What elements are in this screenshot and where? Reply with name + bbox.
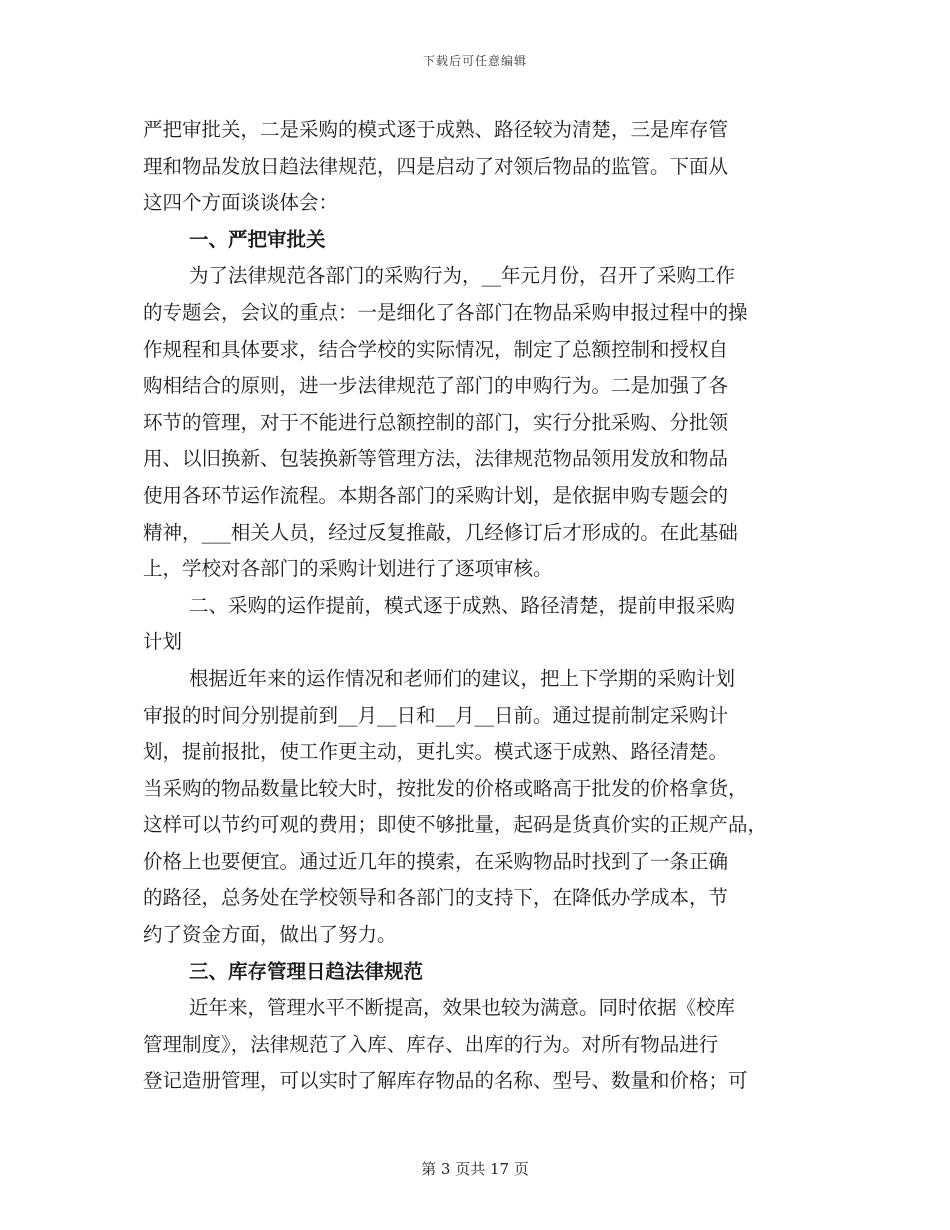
paragraph-line: 当采购的物品数量比较大时，按批发的价格或略高于批发的价格拿货，	[143, 776, 748, 800]
paragraph-line: 上，学校对各部门的采购计划进行了逐项审核。	[143, 557, 553, 581]
paragraph-line: 这四个方面谈谈体会：	[143, 191, 339, 215]
paragraph-line: 为了法律规范各部门的采购行为，__年元月份，召开了采购工作	[189, 264, 736, 288]
paragraph-line: 划，提前报批，使工作更主动，更扎实。模式逐于成熟、路径清楚。	[143, 740, 729, 764]
paragraph-line: 登记造册管理，可以实时了解库存物品的名称、型号、数量和价格；可	[143, 1069, 748, 1093]
paragraph-line: 用、以旧换新、包装换新等管理方法，法律规范物品领用发放和物品	[143, 447, 729, 471]
section-heading: 三、库存管理日趋法律规范	[189, 959, 424, 983]
paragraph-line: 价格上也要便宜。通过近几年的摸索，在采购物品时找到了一条正确	[143, 849, 729, 873]
paragraph-line: 二、采购的运作提前，模式逐于成熟、路径清楚，提前申报采购	[189, 593, 736, 617]
paragraph-line: 的路径，总务处在学校领导和各部门的支持下，在降低办学成本，节	[143, 886, 729, 910]
paragraph-line: 的专题会，会议的重点：一是细化了各部门在物品采购申报过程中的操	[143, 300, 748, 324]
document-body	[143, 112, 808, 1100]
paragraph-line: 计划	[143, 630, 183, 654]
paragraph-line: 环节的管理，对于不能进行总额控制的部门，实行分批采购、分批领	[143, 410, 729, 434]
paragraph-line: 精神，___相关人员，经过反复推敲，几经修订后才形成的。在此基础	[143, 520, 738, 544]
page-number-footer: 第 3 页共 17 页	[421, 1160, 529, 1178]
paragraph-line: 作规程和具体要求，结合学校的实际情况，制定了总额控制和授权自	[143, 337, 729, 361]
paragraph-line: 审报的时间分别提前到__月__日和__月__日前。通过提前制定采购计	[143, 703, 729, 727]
paragraph-line: 购相结合的原则，进一步法律规范了部门的申购行为。二是加强了各	[143, 374, 729, 398]
paragraph-line: 管理制度》，法律规范了入库、库存、出库的行为。对所有物品进行	[143, 1032, 719, 1056]
paragraph-line: 根据近年来的运作情况和老师们的建议，把上下学期的采购计划	[189, 666, 736, 690]
paragraph-line: 这样可以节约可观的费用；即使不够批量，起码是货真价实的正规产品，	[143, 813, 768, 837]
paragraph-line: 约了资金方面，做出了努力。	[143, 923, 397, 947]
paragraph-line: 严把审批关，二是采购的模式逐于成熟、路径较为清楚，三是库存管	[143, 118, 729, 141]
paragraph-line: 理和物品发放日趋法律规范，四是启动了对领后物品的监管。下面从	[143, 154, 729, 178]
paragraph-line: 近年来，管理水平不断提高，效果也较为满意。同时依据《校库	[189, 996, 736, 1020]
paragraph-line: 使用各环节运作流程。本期各部门的采购计划，是依据申购专题会的	[143, 483, 729, 507]
section-heading: 一、严把审批关	[189, 227, 326, 251]
page-header: 下载后可任意编辑	[422, 54, 527, 68]
